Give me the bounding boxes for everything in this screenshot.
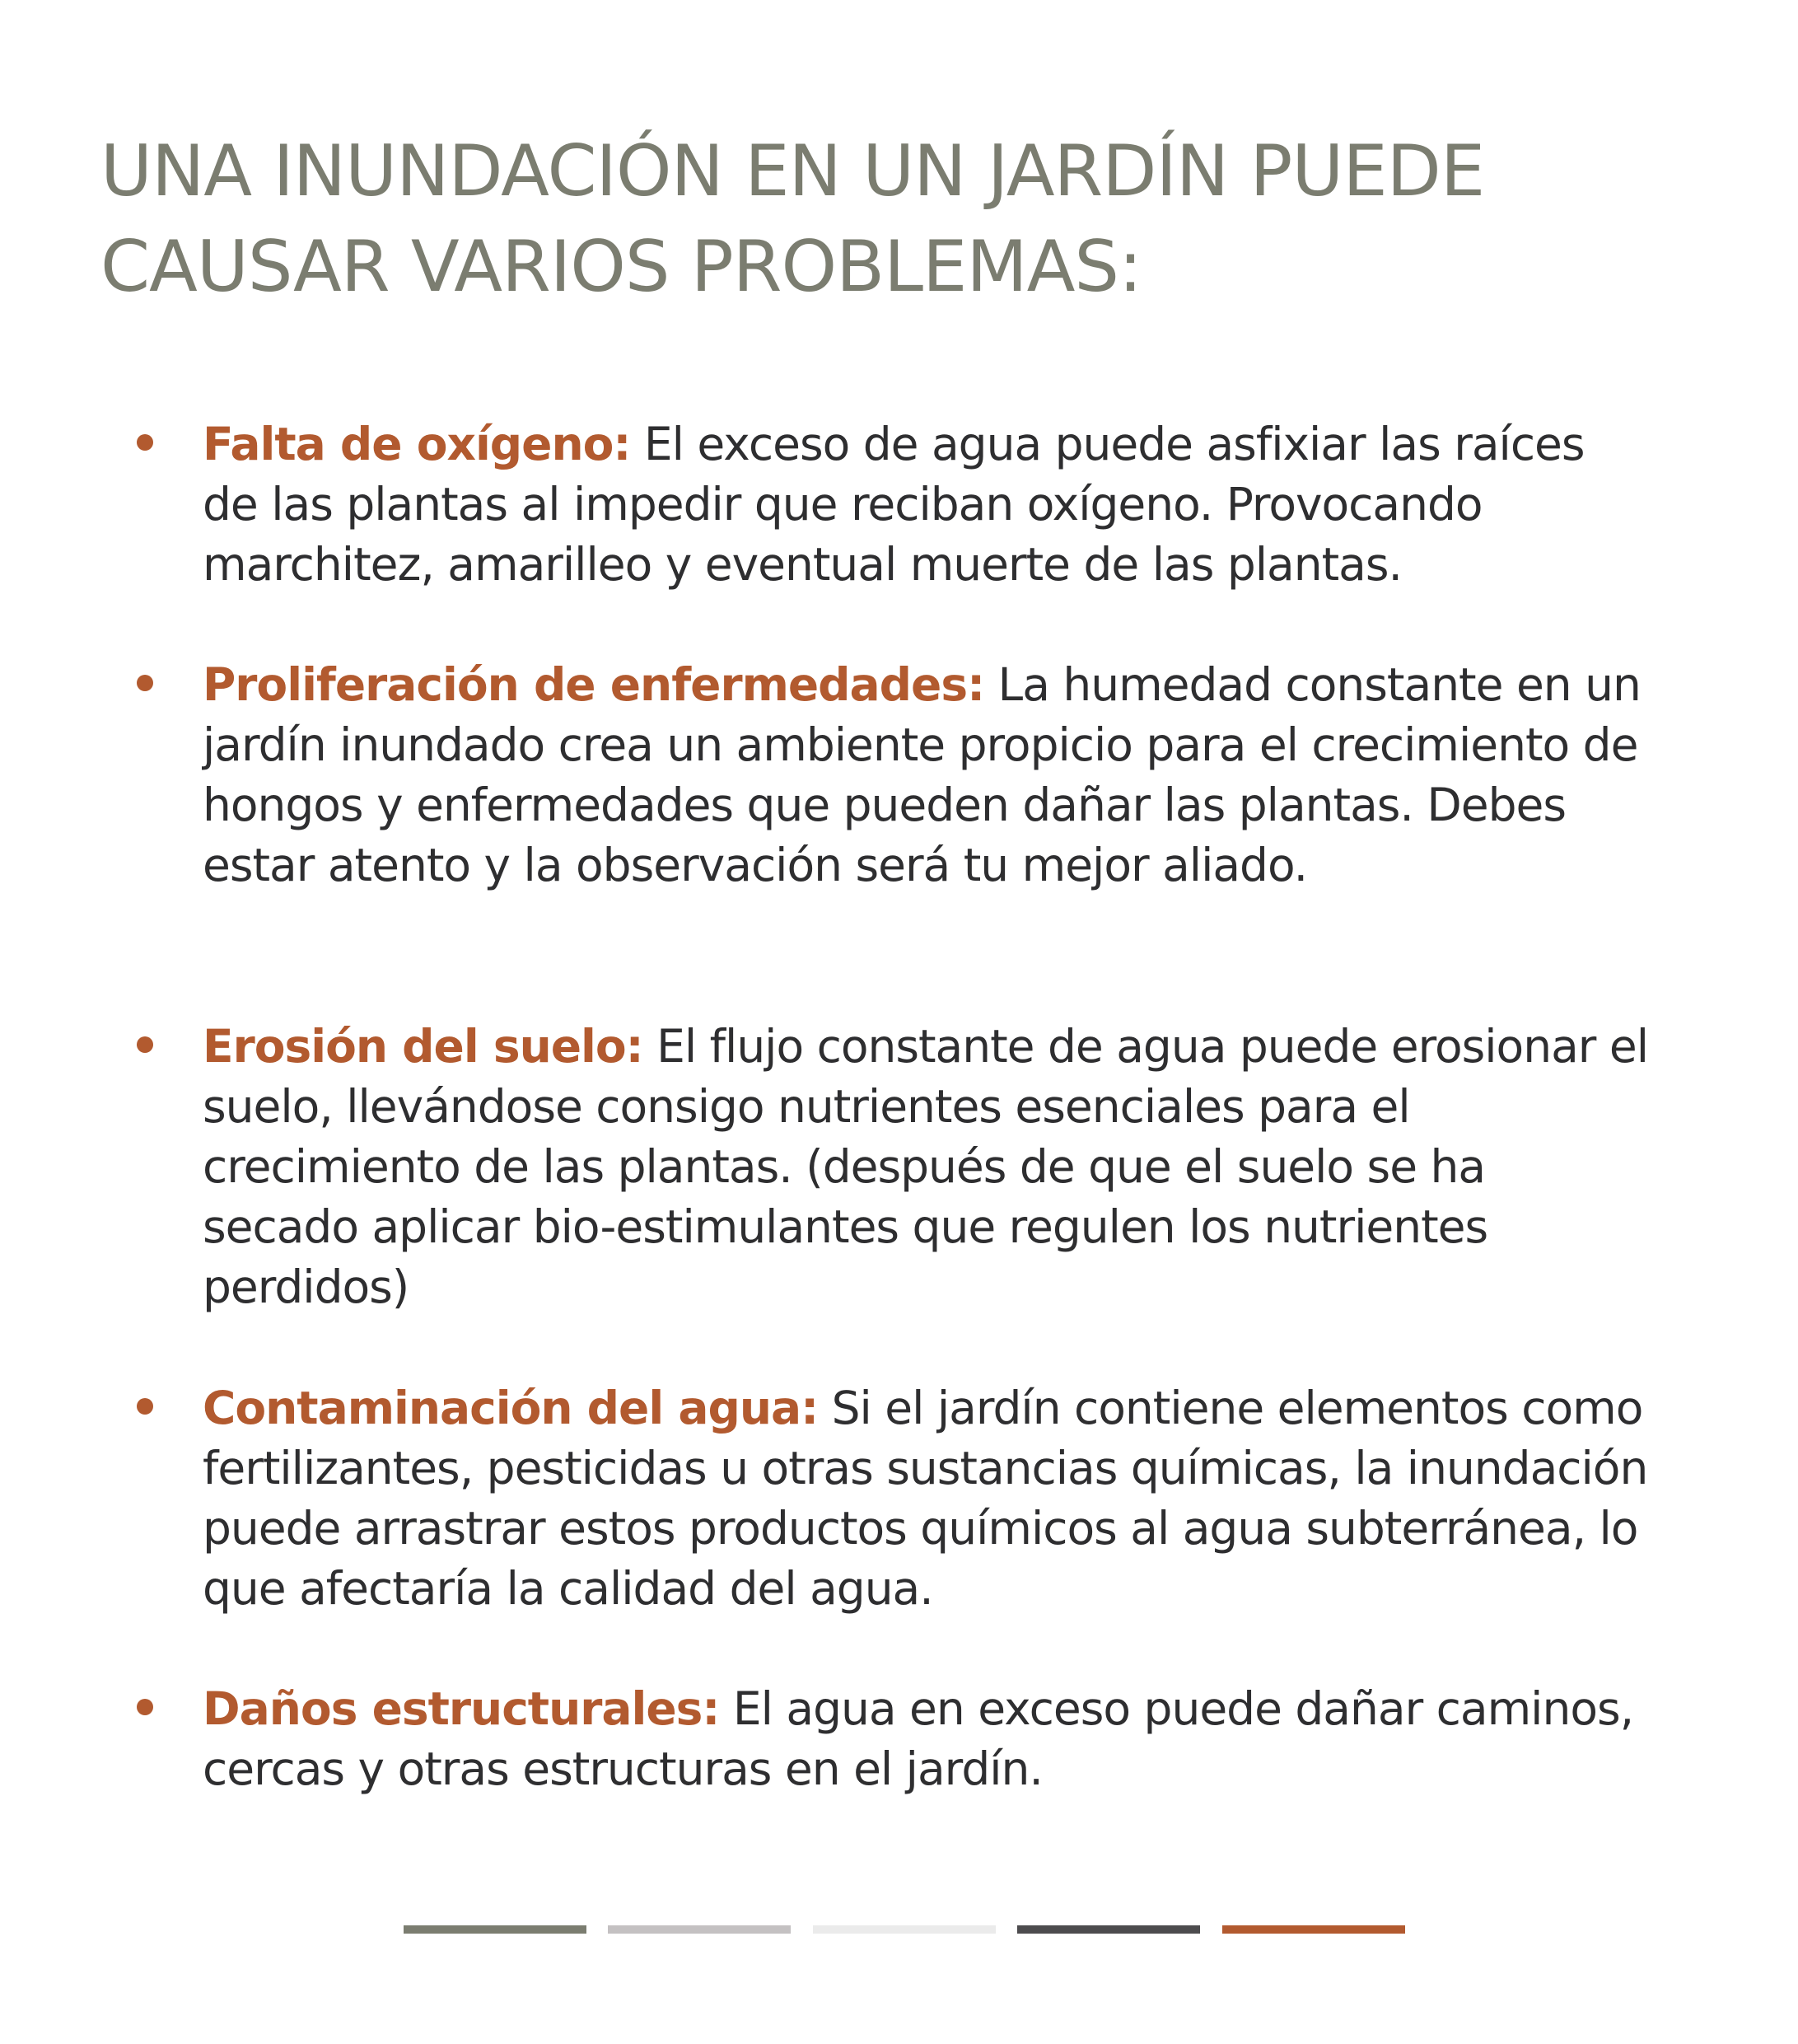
bullet-icon — [137, 1699, 153, 1715]
page-title: UNA INUNDACIÓN EN UN JARDÍN PUEDE CAUSAR VARIOS PROBLEMAS: — [100, 130, 1485, 308]
color-palette-bars — [404, 1925, 1408, 1934]
item-term: Contaminación del agua: — [203, 1382, 819, 1434]
item-text: Si el jardín contiene elementos como fertilizantes, pesticidas u otras sustancias químicas, la inundación puede arrastrar estos productos químicos al agua subterránea, lo que afectaría la calidad del agua. — [203, 1382, 1648, 1615]
item-term: Daños estructurales: — [203, 1682, 720, 1735]
palette-bar — [608, 1925, 791, 1934]
item-text: El exceso de agua puede asfixiar las raíces de las plantas al impedir que reciban oxígeno. Provocando marchitez, amarilleo y eventual muerte de las plantas. — [203, 418, 1585, 591]
list-item-water-contamination — [203, 1378, 1652, 1619]
list-item-oxygen — [203, 414, 1652, 595]
item-term: Proliferación de enfermedades: — [203, 658, 985, 711]
palette-bar — [1017, 1925, 1200, 1934]
item-text: El flujo constante de agua puede erosionar el suelo, llevándose consigo nutrientes esenciales para el crecimiento de las plantas. (después de que el suelo se ha secado aplicar bio-estimulantes que regulen los nutrientes perdidos) — [203, 1020, 1648, 1313]
list-item-diseases — [203, 655, 1652, 896]
bullet-icon — [137, 1036, 153, 1053]
palette-bar — [813, 1925, 996, 1934]
bullet-icon — [137, 1398, 153, 1415]
bullet-icon — [137, 675, 153, 691]
item-text: El agua en exceso puede dañar caminos, cercas y otras estructuras en el jardín. — [203, 1682, 1634, 1795]
bullet-icon — [137, 434, 153, 451]
palette-bar — [404, 1925, 586, 1934]
list-item-erosion — [203, 1017, 1652, 1317]
item-term: Erosión del suelo: — [203, 1020, 643, 1073]
item-text: La humedad constante en un jardín inundado crea un ambiente propicio para el crecimiento de hongos y enfermedades que pueden dañar las plantas. Debes estar atento y la observación será tu mejor aliado. — [203, 658, 1641, 891]
list-item-structural-damage — [203, 1679, 1652, 1799]
palette-bar — [1222, 1925, 1405, 1934]
item-term: Falta de oxígeno: — [203, 418, 631, 470]
